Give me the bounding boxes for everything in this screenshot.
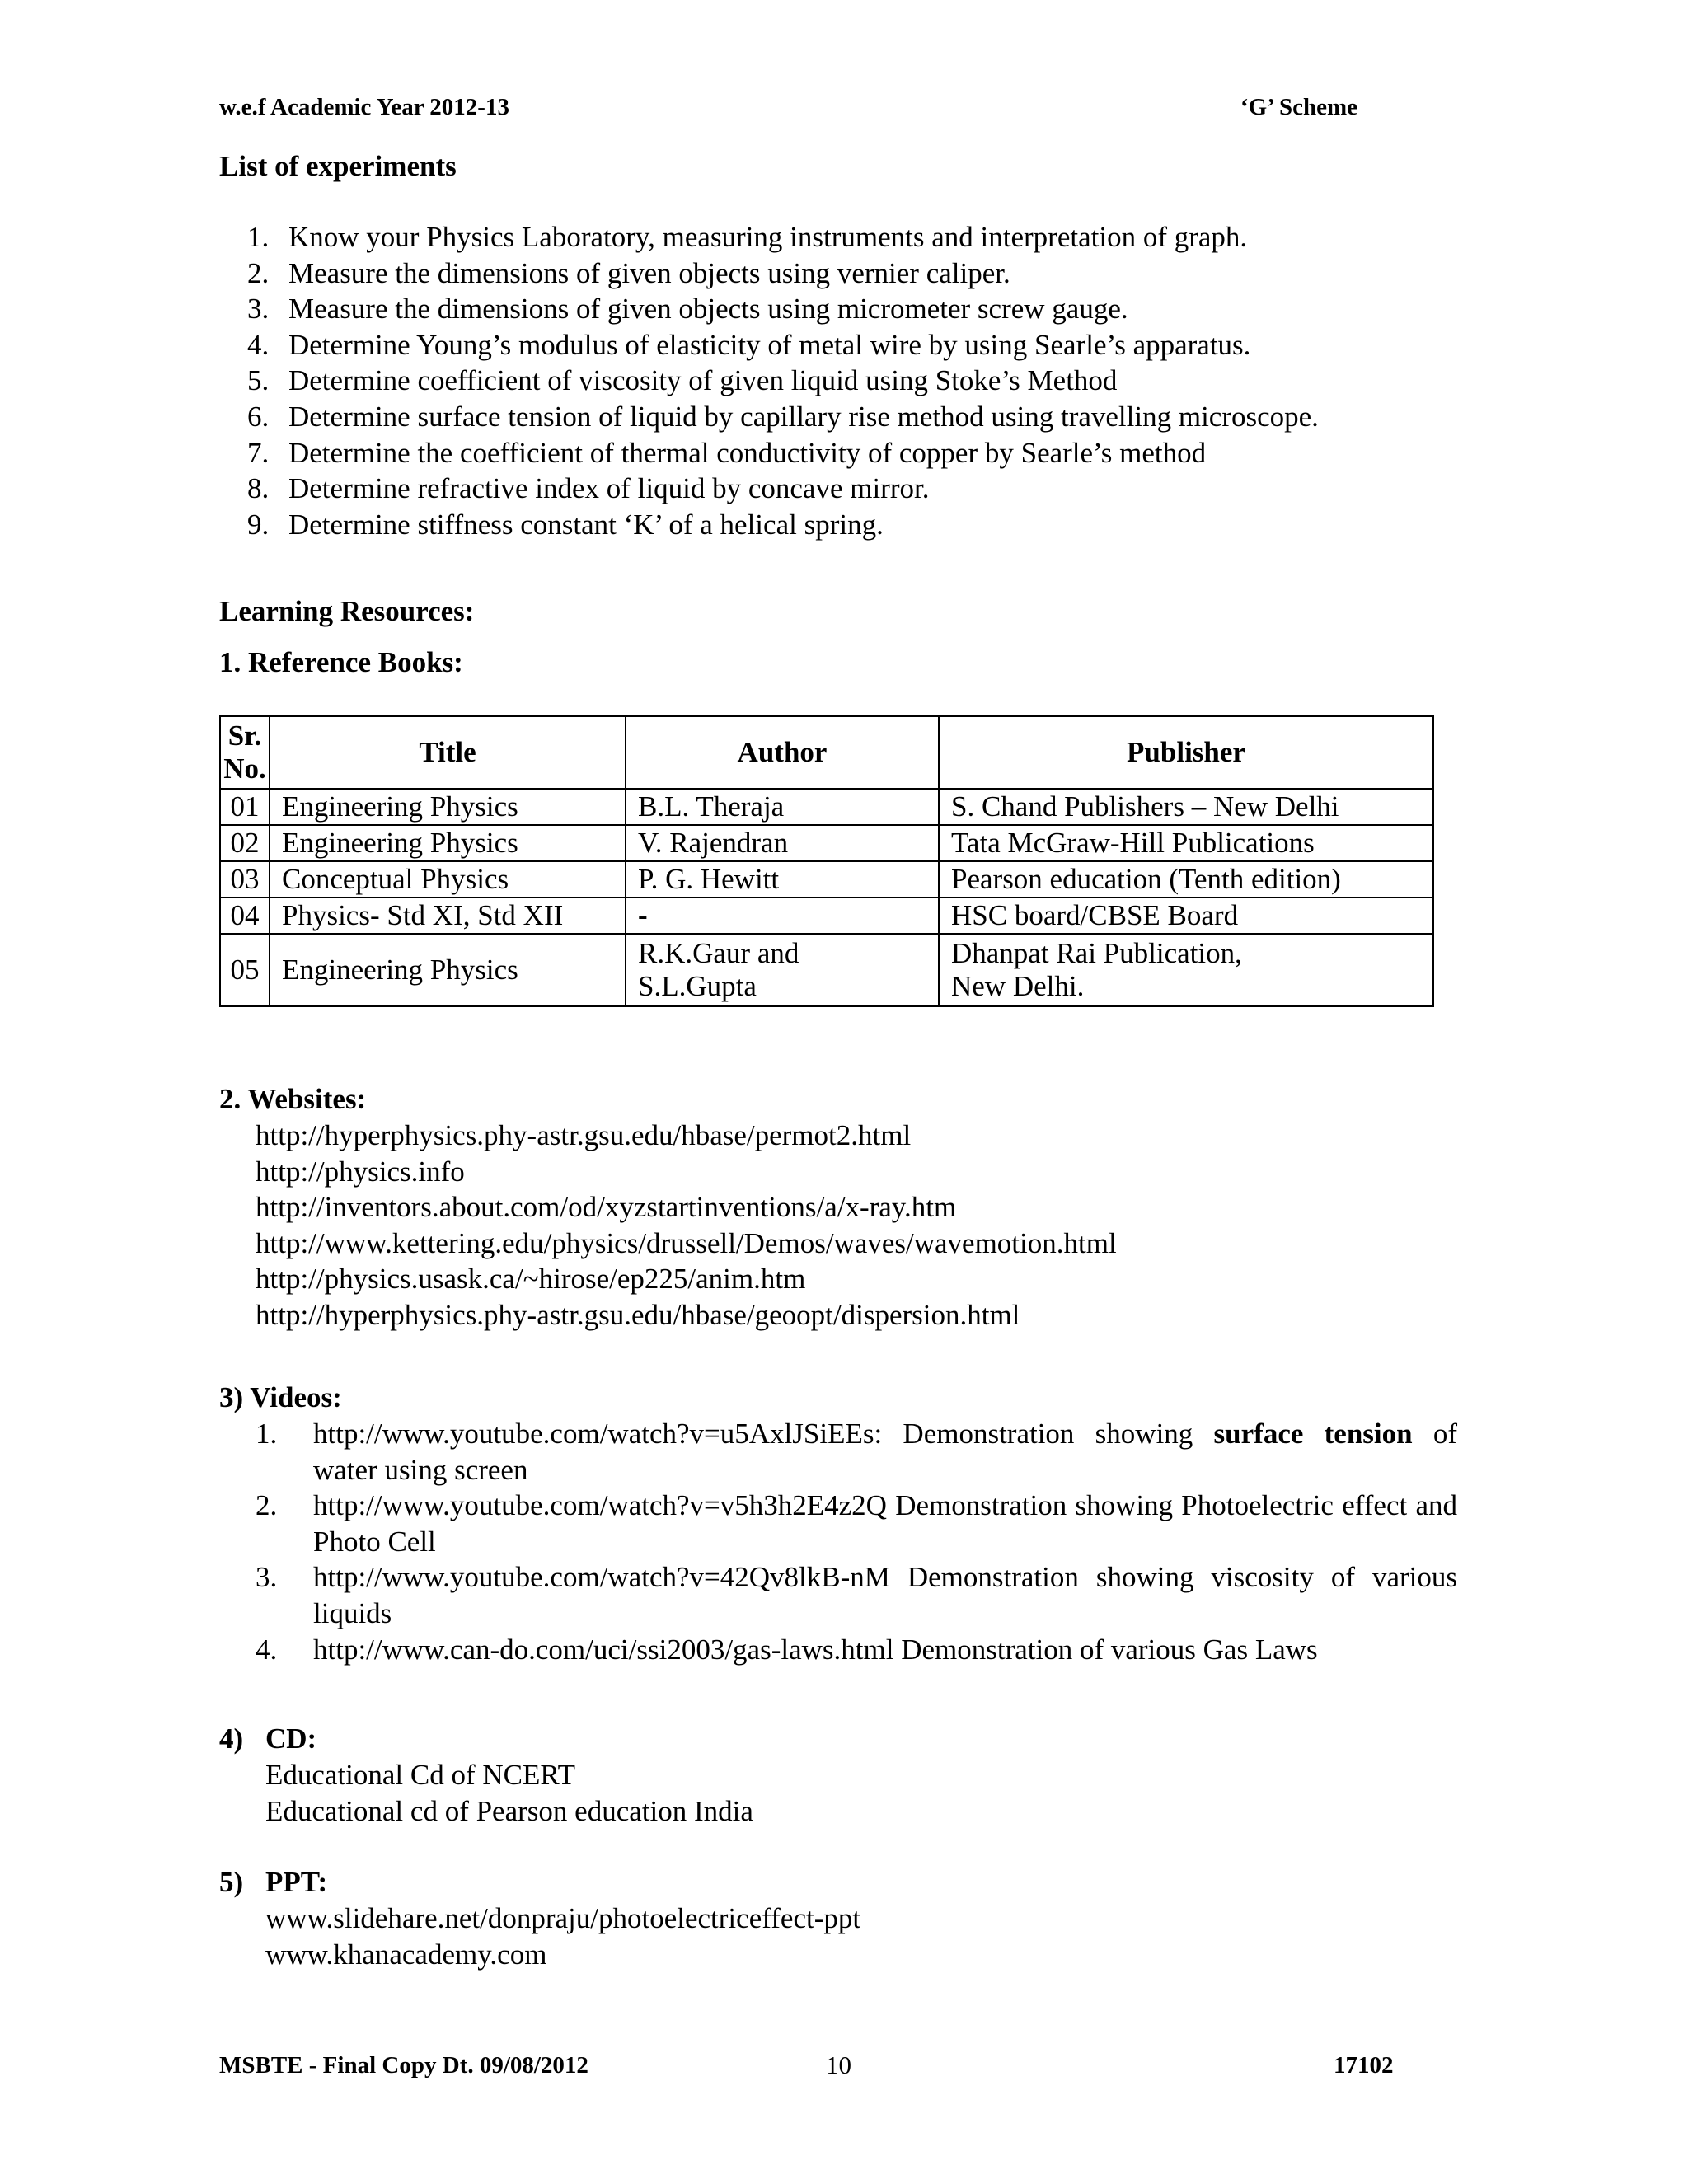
col-header-title: Title xyxy=(270,716,626,789)
col-header-author: Author xyxy=(626,716,939,789)
cd-heading: CD: xyxy=(265,1722,317,1755)
ppt-list xyxy=(265,1900,860,1972)
header-right: ‘G’ Scheme xyxy=(1240,94,1357,120)
list-item: www.slidehare.net/donpraju/photoelectriceffect-ppt xyxy=(265,1902,861,1934)
list-item: 1. http://www.youtube.com/watch?v=u5AxlJSiEEs: Demonstration showing surface tension of water using screen xyxy=(256,1418,1458,1486)
list-item: 2. http://www.youtube.com/watch?v=v5h3h2E4z2Q Demonstration showing Photoelectric effect and Photo Cell xyxy=(256,1489,1457,1558)
websites-list xyxy=(256,1118,1117,1333)
reference-books-heading: 1. Reference Books: xyxy=(219,646,463,678)
table-header-row xyxy=(220,716,1433,789)
col-header-sr: Sr. No. xyxy=(220,716,270,789)
cd-list xyxy=(265,1757,753,1829)
table-row: 05 Engineering Physics R.K.Gaur and S.L.Gupta Dhanpat Rai Publication, New Delhi. xyxy=(220,934,1433,1006)
website-link: http://www.kettering.edu/physics/drussell/Demos/waves/wavemotion.html xyxy=(256,1226,1117,1259)
table-row: 02 Engineering Physics V. Rajendran Tata McGraw-Hill Publications xyxy=(220,825,1433,861)
list-item: 9. Determine stiffness constant ‘K’ of a helical spring. xyxy=(247,508,884,541)
page-number: 10 xyxy=(826,2050,851,2079)
list-item: 4. Determine Young’s modulus of elasticity of metal wire by using Searle’s apparatus. xyxy=(247,328,1251,361)
list-item: 1. Know your Physics Laboratory, measuring instruments and interpretation of graph. xyxy=(247,221,1248,253)
list-item: 3. Measure the dimensions of given objects using micrometer screw gauge. xyxy=(247,293,1128,326)
websites-heading: 2. Websites: xyxy=(219,1083,367,1115)
website-link: http://hyperphysics.phy-astr.gsu.edu/hbase/permot2.html xyxy=(256,1119,912,1151)
experiments-heading: List of experiments xyxy=(219,150,457,182)
website-link: http://physics.usask.ca/~hirose/ep225/anim.htm xyxy=(256,1263,806,1296)
footer-left: MSBTE - Final Copy Dt. 09/08/2012 xyxy=(219,2052,588,2079)
header-left: w.e.f Academic Year 2012-13 xyxy=(219,94,509,120)
ppt-heading: PPT: xyxy=(265,1866,328,1898)
reference-books-table xyxy=(219,715,1434,1007)
list-item: 4. http://www.can-do.com/uci/ssi2003/gas-laws.html Demonstration of various Gas Laws xyxy=(256,1633,1318,1666)
website-link: http://hyperphysics.phy-astr.gsu.edu/hbase/geoopt/dispersion.html xyxy=(256,1298,1020,1331)
experiments-list xyxy=(247,219,1319,542)
list-item: 2. Measure the dimensions of given objects using vernier caliper. xyxy=(247,256,1010,289)
list-item: 7. Determine the coefficient of thermal conductivity of copper by Searle’s method xyxy=(247,436,1207,469)
col-header-publisher: Publisher xyxy=(939,716,1433,789)
list-item: 5. Determine coefficient of viscosity of given liquid using Stoke’s Method xyxy=(247,364,1118,397)
list-item: 6. Determine surface tension of liquid by capillary rise method using travelling microscope. xyxy=(247,400,1319,433)
website-link: http://inventors.about.com/od/xyzstartinventions/a/x-ray.htm xyxy=(256,1191,957,1224)
list-item: Educational cd of Pearson education India xyxy=(265,1794,753,1827)
list-item: www.khanacademy.com xyxy=(265,1938,547,1971)
list-item: 8. Determine refractive index of liquid by concave mirror. xyxy=(247,472,930,505)
ppt-number: 5) xyxy=(219,1866,244,1898)
list-item: Educational Cd of NCERT xyxy=(265,1759,576,1791)
table-row: 01 Engineering Physics B.L. Theraja S. Chand Publishers – New Delhi xyxy=(220,789,1433,825)
videos-list xyxy=(256,1416,1457,1667)
list-item: 3. http://www.youtube.com/watch?v=42Qv8lkB-nM Demonstration showing viscosity of various liquids xyxy=(256,1561,1457,1629)
table-row: 04 Physics- Std XI, Std XII - HSC board/CBSE Board xyxy=(220,898,1433,934)
website-link: http://physics.info xyxy=(256,1155,465,1188)
table-row: 03 Conceptual Physics P. G. Hewitt Pearson education (Tenth edition) xyxy=(220,861,1433,898)
footer-right: 17102 xyxy=(1334,2052,1394,2079)
cd-number: 4) xyxy=(219,1722,244,1755)
videos-heading: 3) Videos: xyxy=(219,1381,342,1413)
learning-resources-heading: Learning Resources: xyxy=(219,595,475,627)
